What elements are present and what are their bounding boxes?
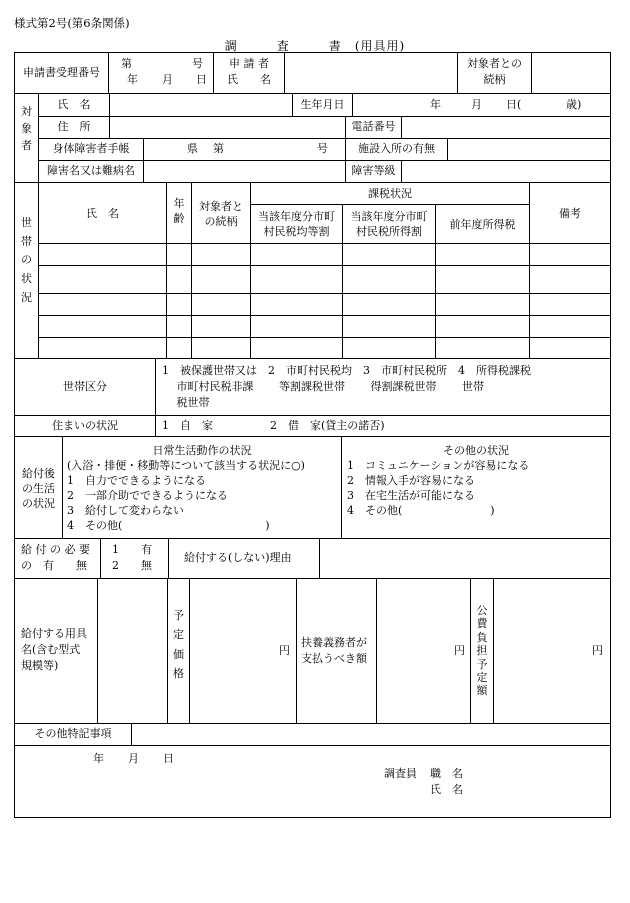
household-side-label: 世 帯 の 状 況 xyxy=(21,216,32,304)
special-notes-label: その他特記事項 xyxy=(34,727,112,740)
other-status-item: 2 情報入手が容易になる xyxy=(347,474,475,487)
date-of-birth-label: 生年月日 xyxy=(300,98,345,111)
post-benefit-life-label: の状況 xyxy=(22,497,55,510)
handbook-number-suffix: 号 xyxy=(317,142,328,155)
post-benefit-life-label: 給付後 xyxy=(22,467,55,480)
footer-day-label: 日 xyxy=(163,752,174,765)
planned-price-yen: 円 xyxy=(279,644,290,657)
facility-admission-label: 施設入所の有無 xyxy=(358,142,435,155)
public-expense-yen: 円 xyxy=(592,644,603,657)
age-label: 歳) xyxy=(566,98,582,111)
disability-handbook-label: 身体障害者手帳 xyxy=(52,142,130,155)
planned-price-label: 予 定 価 格 xyxy=(173,609,184,680)
daily-activities-item: 1 自力でできるようになる xyxy=(67,474,206,487)
disability-grade-label: 障害等級 xyxy=(351,164,396,177)
dob-month-label: 月 xyxy=(471,98,482,111)
daily-activities-title: 日常生活動作の状況 xyxy=(152,444,252,457)
investigator-name-label: 氏 名 xyxy=(430,783,463,796)
address-label: 住 所 xyxy=(57,120,91,133)
tax-income-header-line1: 当該年度分市町 xyxy=(350,210,428,223)
other-status-item: 3 在宅生活が可能になる xyxy=(347,489,475,502)
benefit-reason-label: 給付する(しない)理由 xyxy=(184,551,292,564)
footer-month-label: 月 xyxy=(128,752,139,765)
tax-status-header: 課税状況 xyxy=(368,187,412,200)
housing-option-own: 1 自 家 xyxy=(162,419,213,432)
relation-label-line1: 対象者との xyxy=(467,57,522,70)
public-expense-label: 公 費 負 担 予 定 額 xyxy=(476,604,488,698)
phone-label: 電話番号 xyxy=(351,120,396,133)
dob-day-label: 日( xyxy=(506,98,522,111)
daily-activities-item: 3 給付して変わらない xyxy=(67,504,184,517)
other-status-item: 4 その他( ) xyxy=(347,504,495,517)
category-option-line: 1 被保護世帯又は 2 市町村民税均 3 市町村民税所 4 所得税課税 xyxy=(162,364,531,377)
tax-equal-header-line2: 村民税均等割 xyxy=(263,225,330,238)
dob-year-label: 年 xyxy=(430,98,441,111)
page-title: 調 査 書(用具用) xyxy=(224,39,406,53)
subject-name-label: 氏 名 xyxy=(57,98,91,111)
household-name-header: 氏 名 xyxy=(86,207,119,220)
daily-activities-item: 2 一部介助でできるようになる xyxy=(67,489,228,502)
other-status-item: 1 コミュニケーションが容易になる xyxy=(347,459,530,472)
prefecture-label: 県 xyxy=(187,142,198,155)
relation-header-line2: の続柄 xyxy=(204,215,238,228)
necessity-option-yes: 1 有 xyxy=(112,543,152,556)
application-month-label: 月 xyxy=(162,73,173,86)
relation-header-line1: 対象者と xyxy=(199,200,243,213)
household-age-header: 年 齢 xyxy=(173,197,185,226)
subject-side-label: 対 象 者 xyxy=(21,105,32,153)
device-name-label: 名(含む型式 xyxy=(21,643,81,656)
investigator-post-label: 職 名 xyxy=(430,767,463,780)
remarks-header: 備考 xyxy=(559,207,581,220)
handbook-number-prefix: 第 xyxy=(213,142,224,155)
applicant-label: 申 請 者 xyxy=(229,57,269,70)
other-status-title: その他の状況 xyxy=(443,444,509,457)
household-category-label: 世帯区分 xyxy=(63,380,107,393)
necessity-option-no: 2 無 xyxy=(112,559,152,572)
application-number-label: 申請書受理番号 xyxy=(23,66,100,79)
necessity-label-line2: の 有 無 xyxy=(21,559,87,572)
form-number-label: 様式第2号(第6条関係) xyxy=(14,16,130,30)
application-number-prefix: 第 xyxy=(121,57,132,70)
disability-name-label: 障害名又は難病名 xyxy=(47,164,135,177)
applicant-name-label: 氏 名 xyxy=(227,73,271,86)
application-number-suffix: 号 xyxy=(192,57,203,70)
device-name-label: 給付する用具 xyxy=(21,627,87,640)
income-tax-header: 前年度所得税 xyxy=(449,218,516,231)
relation-label-line2: 続柄 xyxy=(483,73,506,86)
footer-year-label: 年 xyxy=(93,752,104,765)
investigator-label: 調査員 xyxy=(384,767,417,780)
support-amount-label-line2: 支払うべき額 xyxy=(301,652,367,665)
housing-label: 住まいの状況 xyxy=(52,419,118,432)
category-option-line: 市町村民税非課 等割課税世帯 得割課税世帯 世帯 xyxy=(162,380,484,393)
support-amount-label-line1: 扶養義務者が xyxy=(301,636,367,649)
daily-activities-note: (入浴・排便・移動等について該当する状況に○) xyxy=(67,459,305,472)
post-benefit-life-label: の生活 xyxy=(22,482,55,495)
tax-equal-header-line1: 当該年度分市町 xyxy=(258,210,335,223)
category-option-line: 税世帯 xyxy=(162,396,210,409)
application-day-label: 日 xyxy=(196,73,207,86)
necessity-label-line1: 給 付 の 必 要 xyxy=(21,543,90,556)
support-amount-yen: 円 xyxy=(454,644,465,657)
device-name-label: 規模等) xyxy=(21,659,59,672)
daily-activities-item: 4 その他( ) xyxy=(67,519,270,532)
application-year-label: 年 xyxy=(127,73,138,86)
housing-option-rent: 2 借 家(貸主の諾否) xyxy=(270,419,385,432)
tax-income-header-line2: 村民税所得割 xyxy=(356,225,422,238)
